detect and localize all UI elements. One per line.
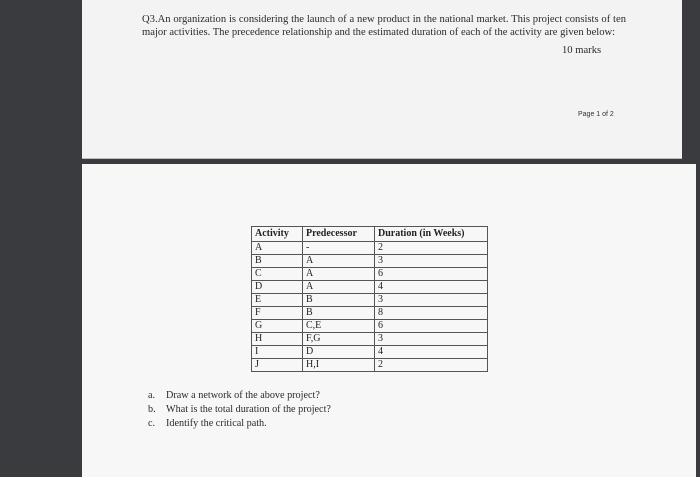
table-row xyxy=(252,346,488,359)
header-predecessor: Predecessor xyxy=(303,227,375,242)
cell-activity: A xyxy=(252,242,303,255)
cell-activity: E xyxy=(252,294,303,307)
cell-duration: 2 xyxy=(375,242,488,255)
cell-predecessor: D xyxy=(303,346,375,359)
cell-activity: G xyxy=(252,320,303,333)
cell-predecessor: B xyxy=(303,294,375,307)
cell-activity: C xyxy=(252,268,303,281)
table-header-row xyxy=(252,227,488,242)
table-row xyxy=(252,320,488,333)
cell-predecessor: B xyxy=(303,307,375,320)
cell-activity: I xyxy=(252,346,303,359)
subquestion-text: Identify the critical path. xyxy=(166,418,267,429)
cell-duration: 6 xyxy=(375,268,488,281)
header-activity: Activity xyxy=(252,227,303,242)
list-item xyxy=(148,417,331,431)
table-row xyxy=(252,294,488,307)
cell-predecessor: A xyxy=(303,255,375,268)
cell-duration: 2 xyxy=(375,359,488,372)
subquestion-label: b. xyxy=(148,404,156,415)
header-duration: Duration (in Weeks) xyxy=(375,227,488,242)
subquestion-text: What is the total duration of the project? xyxy=(166,404,331,415)
cell-activity: F xyxy=(252,307,303,320)
cell-predecessor: H,I xyxy=(303,359,375,372)
cell-activity: D xyxy=(252,281,303,294)
cell-predecessor: F,G xyxy=(303,333,375,346)
list-item xyxy=(148,403,331,417)
table-row xyxy=(252,242,488,255)
cell-activity: H xyxy=(252,333,303,346)
page-number: Page 1 of 2 xyxy=(578,111,614,118)
table-row xyxy=(252,281,488,294)
cell-duration: 3 xyxy=(375,294,488,307)
cell-predecessor: A xyxy=(303,281,375,294)
subquestion-label: a. xyxy=(148,390,156,401)
activity-table xyxy=(251,226,488,372)
cell-duration: 6 xyxy=(375,320,488,333)
cell-duration: 4 xyxy=(375,346,488,359)
subquestion-text: Draw a network of the above project? xyxy=(166,390,320,401)
cell-activity: B xyxy=(252,255,303,268)
table-row xyxy=(252,268,488,281)
cell-duration: 3 xyxy=(375,333,488,346)
cell-predecessor: - xyxy=(303,242,375,255)
marks-label: 10 marks xyxy=(562,45,602,56)
cell-predecessor: A xyxy=(303,268,375,281)
cell-activity: J xyxy=(252,359,303,372)
page-one xyxy=(82,0,682,159)
list-item xyxy=(148,389,331,403)
cell-duration: 8 xyxy=(375,307,488,320)
cell-predecessor: C,E xyxy=(303,320,375,333)
cell-duration: 4 xyxy=(375,281,488,294)
cell-duration: 3 xyxy=(375,255,488,268)
question-text: Q3.An organization is considering the launch of a new product in the national market. This project consists of ten major activities. The precedence relationship and the estimated duration of each of the activity are given below: xyxy=(142,14,626,38)
subquestion-label: c. xyxy=(148,418,156,429)
page-two xyxy=(82,164,696,477)
table-row xyxy=(252,359,488,372)
table-row xyxy=(252,307,488,320)
table-row xyxy=(252,255,488,268)
subquestion-list xyxy=(148,389,331,431)
table-row xyxy=(252,333,488,346)
